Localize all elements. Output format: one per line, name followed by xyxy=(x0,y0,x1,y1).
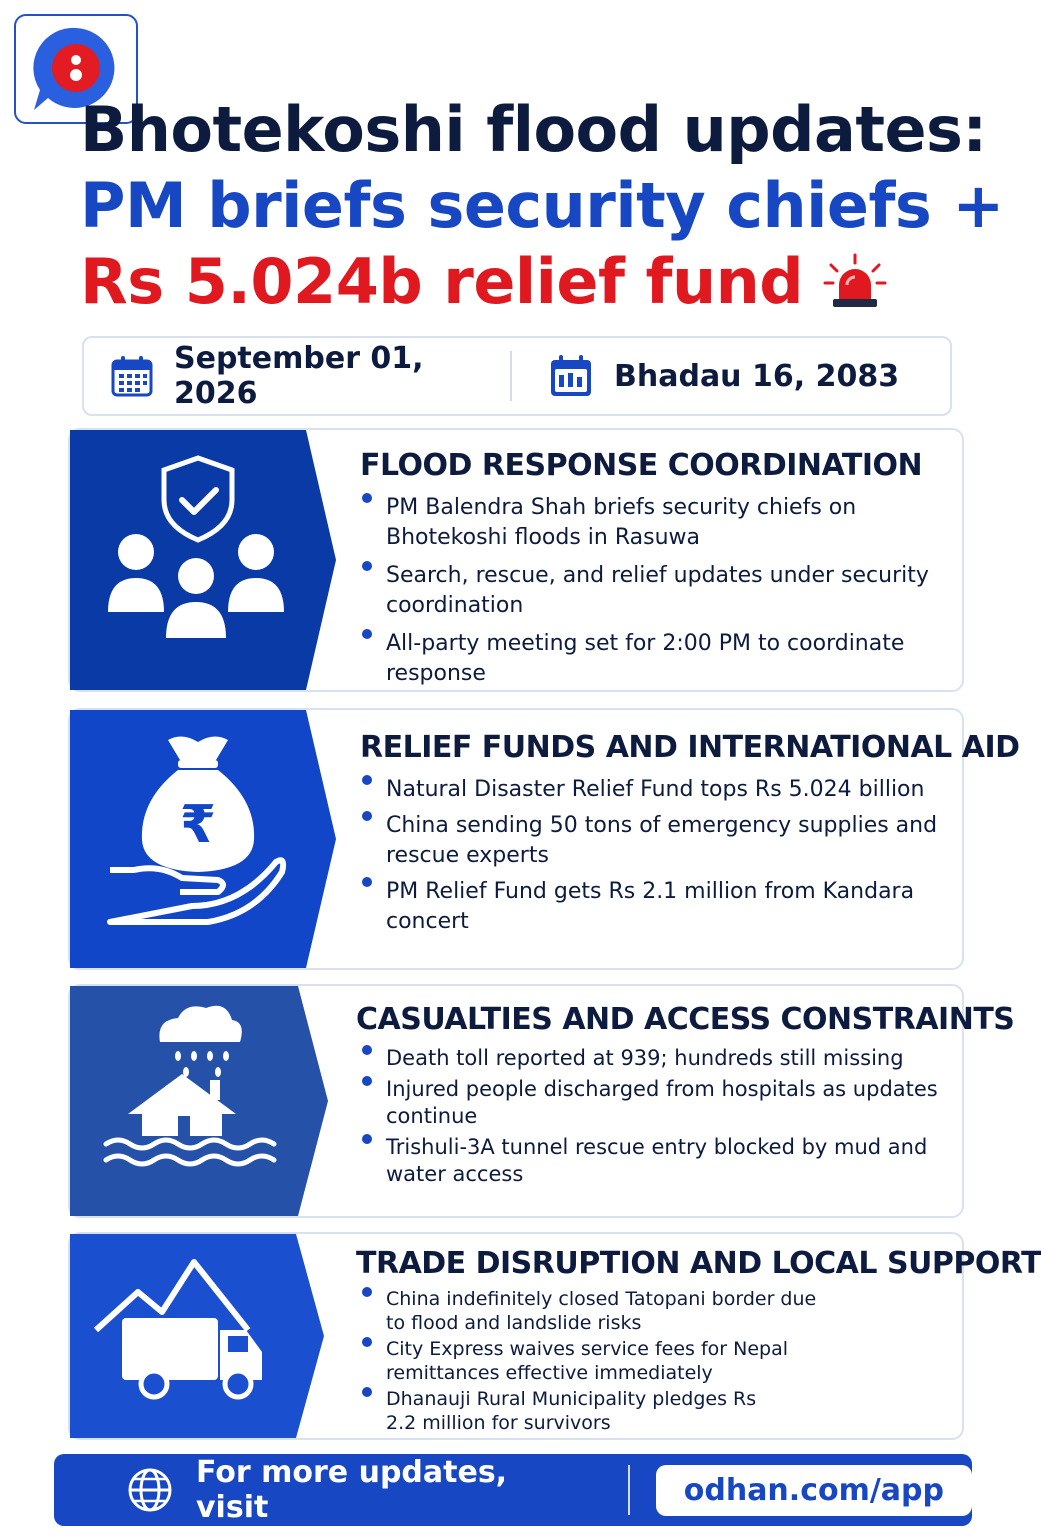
section-body xyxy=(360,710,1020,937)
section-body xyxy=(356,986,1015,1188)
headline xyxy=(80,92,1010,320)
bullet-item: Dhanauji Rural Municipality pledges Rs 2.2 million for survivors xyxy=(360,1387,952,1435)
footer-text: For more updates, visit xyxy=(196,1455,508,1525)
section-icon-panel xyxy=(70,710,340,968)
bullet-item: All-party meeting set for 2:00 PM to coordinate response xyxy=(360,629,952,689)
truck-mountain-icon xyxy=(70,1234,342,1438)
calendar-icon xyxy=(110,354,154,398)
section-title: CASUALTIES AND ACCESS CONSTRAINTS xyxy=(356,1002,1015,1037)
bullet-item: China sending 50 tons of emergency supplies and rescue experts xyxy=(360,811,952,871)
bullet-item: PM Relief Fund gets Rs 2.1 million from Kandara concert xyxy=(360,877,952,937)
section-body xyxy=(360,430,952,689)
section-flood-response xyxy=(68,428,964,692)
section-title: FLOOD RESPONSE COORDINATION xyxy=(360,448,923,483)
section-casualties xyxy=(68,984,1015,1218)
bullet-item: Injured people discharged from hospitals as updates continue xyxy=(360,1076,952,1130)
shield-people-icon xyxy=(70,430,342,690)
section-title: TRADE DISRUPTION AND LOCAL SUPPORT xyxy=(356,1246,1041,1281)
svg-text:₹: ₹ xyxy=(179,795,217,855)
headline-line-2: PM briefs security chiefs + xyxy=(80,169,1004,242)
section-relief-funds xyxy=(68,708,1020,970)
bullet-item: Death toll reported at 939; hundreds still missing xyxy=(360,1045,952,1072)
section-bullets xyxy=(360,493,952,689)
section-trade-disruption xyxy=(68,1232,1041,1440)
gregorian-date-text: September 01, 2026 xyxy=(174,341,424,411)
footer-divider xyxy=(628,1465,630,1515)
bullet-item: Trishuli-3A tunnel rescue entry blocked by mud and water access xyxy=(360,1134,952,1188)
siren-icon xyxy=(823,253,887,311)
bullet-item: PM Balendra Shah briefs security chiefs on Bhotekoshi floods in Rasuwa xyxy=(360,493,952,553)
date-bar xyxy=(82,336,952,416)
section-icon-panel xyxy=(70,986,340,1216)
section-bullets xyxy=(360,775,952,937)
section-icon-panel xyxy=(70,1234,340,1438)
bullet-item: Search, rescue, and relief updates under security coordination xyxy=(360,561,952,621)
section-bullets xyxy=(360,1045,952,1188)
bullet-item: China indefinitely closed Tatopani border due to flood and landslide risks xyxy=(360,1287,952,1335)
section-bullets xyxy=(360,1287,952,1435)
nepali-date-text: Bhadau 16, 2083 xyxy=(614,358,900,394)
money-bag-hand-icon xyxy=(70,710,342,968)
bullet-item: Natural Disaster Relief Fund tops Rs 5.024 billion xyxy=(360,775,952,805)
nepali-calendar-icon xyxy=(548,353,594,399)
headline-line-3 xyxy=(80,244,1010,320)
footer-link-button[interactable]: odhan.com/app xyxy=(656,1465,972,1516)
nepali-date xyxy=(512,353,899,399)
section-body xyxy=(356,1234,1041,1435)
globe-icon xyxy=(126,1466,174,1514)
section-title: RELIEF FUNDS AND INTERNATIONAL AID xyxy=(360,730,1020,765)
headline-line-1: Bhotekoshi flood updates: xyxy=(80,93,987,166)
gregorian-date xyxy=(84,341,510,411)
footer-bar xyxy=(54,1454,972,1526)
section-icon-panel xyxy=(70,430,340,690)
flooded-house-icon xyxy=(70,986,342,1216)
bullet-item: City Express waives service fees for Nepal remittances effective immediately xyxy=(360,1337,952,1385)
headline-line-3-text: Rs 5.024b relief fund xyxy=(80,245,804,318)
